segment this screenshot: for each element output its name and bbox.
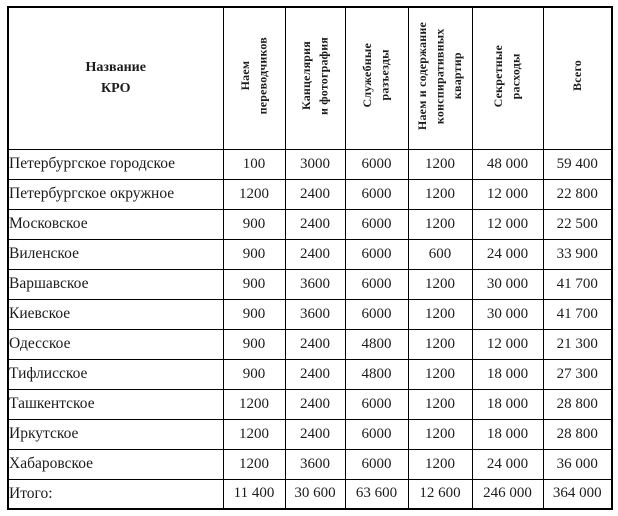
value-cell: 2400 <box>285 359 345 389</box>
table-body <box>8 149 612 509</box>
column-header-total <box>543 7 612 149</box>
column-header-office-photography-label: Канцелярия и фотография <box>298 36 330 115</box>
column-header-official-travel-label: Служебные разъезды <box>360 43 392 109</box>
value-cell: 1200 <box>408 419 472 449</box>
column-header-translators <box>223 7 285 149</box>
value-cell: 21 300 <box>543 329 612 359</box>
value-cell: 2400 <box>285 329 345 359</box>
value-cell: 1200 <box>223 389 285 419</box>
kro-expenses-table <box>7 6 613 510</box>
value-cell: 24 000 <box>472 239 543 269</box>
value-cell: 6000 <box>345 449 408 479</box>
value-cell: 2400 <box>285 389 345 419</box>
value-cell: 28 800 <box>543 419 612 449</box>
column-header-kro-name <box>8 7 223 149</box>
value-cell: 900 <box>223 209 285 239</box>
value-cell: 6000 <box>345 299 408 329</box>
row-name-cell: Петербургское окружное <box>8 179 223 209</box>
value-cell: 1200 <box>408 329 472 359</box>
value-cell: 28 800 <box>543 389 612 419</box>
value-cell: 6000 <box>345 239 408 269</box>
row-name-cell: Петербургское городское <box>8 149 223 179</box>
value-cell: 18 000 <box>472 359 543 389</box>
value-cell: 900 <box>223 299 285 329</box>
value-cell: 63 600 <box>345 479 408 509</box>
table-row <box>8 269 612 299</box>
value-cell: 2400 <box>285 179 345 209</box>
value-cell: 30 000 <box>472 299 543 329</box>
value-cell: 1200 <box>408 209 472 239</box>
column-header-kro-name-label: Название КРО <box>85 60 146 97</box>
row-name-cell: Варшавское <box>8 269 223 299</box>
column-header-total-label: Всего <box>569 60 584 92</box>
value-cell: 1200 <box>408 179 472 209</box>
value-cell: 3600 <box>285 449 345 479</box>
value-cell: 900 <box>223 359 285 389</box>
value-cell: 41 700 <box>543 269 612 299</box>
row-name-cell: Хабаровское <box>8 449 223 479</box>
value-cell: 22 800 <box>543 179 612 209</box>
table-row <box>8 359 612 389</box>
table-row <box>8 449 612 479</box>
value-cell: 3600 <box>285 269 345 299</box>
value-cell: 1200 <box>408 299 472 329</box>
row-name-cell: Киевское <box>8 299 223 329</box>
value-cell: 900 <box>223 239 285 269</box>
value-cell: 30 600 <box>285 479 345 509</box>
value-cell: 59 400 <box>543 149 612 179</box>
value-cell: 30 000 <box>472 269 543 299</box>
column-header-office-photography <box>285 7 345 149</box>
value-cell: 6000 <box>345 179 408 209</box>
table-row <box>8 329 612 359</box>
value-cell: 900 <box>223 329 285 359</box>
value-cell: 4800 <box>345 359 408 389</box>
value-cell: 6000 <box>345 419 408 449</box>
table-row <box>8 389 612 419</box>
row-name-cell: Иркутское <box>8 419 223 449</box>
value-cell: 900 <box>223 269 285 299</box>
table-header <box>8 7 612 149</box>
row-name-cell: Итого: <box>8 479 223 509</box>
value-cell: 364 000 <box>543 479 612 509</box>
value-cell: 12 000 <box>472 179 543 209</box>
value-cell: 18 000 <box>472 419 543 449</box>
value-cell: 11 400 <box>223 479 285 509</box>
column-header-safe-houses-label: Наем и содержание конспиративных квартир <box>414 21 464 130</box>
value-cell: 1200 <box>408 449 472 479</box>
total-row <box>8 479 612 509</box>
table-row <box>8 299 612 329</box>
value-cell: 2400 <box>285 209 345 239</box>
value-cell: 1200 <box>408 149 472 179</box>
value-cell: 2400 <box>285 419 345 449</box>
value-cell: 12 000 <box>472 329 543 359</box>
value-cell: 1200 <box>408 269 472 299</box>
value-cell: 1200 <box>223 419 285 449</box>
value-cell: 6000 <box>345 209 408 239</box>
column-header-safe-houses <box>408 7 472 149</box>
value-cell: 12 600 <box>408 479 472 509</box>
row-name-cell: Тифлисское <box>8 359 223 389</box>
value-cell: 36 000 <box>543 449 612 479</box>
column-header-official-travel <box>345 7 408 149</box>
table-row <box>8 149 612 179</box>
header-row <box>8 7 612 149</box>
value-cell: 3600 <box>285 299 345 329</box>
value-cell: 1200 <box>408 389 472 419</box>
value-cell: 48 000 <box>472 149 543 179</box>
value-cell: 6000 <box>345 269 408 299</box>
value-cell: 18 000 <box>472 389 543 419</box>
table-row <box>8 419 612 449</box>
value-cell: 6000 <box>345 149 408 179</box>
value-cell: 1200 <box>223 179 285 209</box>
value-cell: 27 300 <box>543 359 612 389</box>
value-cell: 22 500 <box>543 209 612 239</box>
column-header-secret-expenses-label: Секретные расходы <box>491 44 523 107</box>
table-row <box>8 239 612 269</box>
column-header-secret-expenses <box>472 7 543 149</box>
value-cell: 246 000 <box>472 479 543 509</box>
value-cell: 24 000 <box>472 449 543 479</box>
row-name-cell: Московское <box>8 209 223 239</box>
value-cell: 12 000 <box>472 209 543 239</box>
value-cell: 2400 <box>285 239 345 269</box>
table-row <box>8 179 612 209</box>
value-cell: 33 900 <box>543 239 612 269</box>
row-name-cell: Ташкентское <box>8 389 223 419</box>
column-header-translators-label: Наем переводчиков <box>237 37 269 115</box>
value-cell: 3000 <box>285 149 345 179</box>
table-row <box>8 209 612 239</box>
value-cell: 41 700 <box>543 299 612 329</box>
value-cell: 4800 <box>345 329 408 359</box>
value-cell: 600 <box>408 239 472 269</box>
value-cell: 6000 <box>345 389 408 419</box>
value-cell: 100 <box>223 149 285 179</box>
row-name-cell: Одесское <box>8 329 223 359</box>
value-cell: 1200 <box>223 449 285 479</box>
value-cell: 1200 <box>408 359 472 389</box>
row-name-cell: Виленское <box>8 239 223 269</box>
